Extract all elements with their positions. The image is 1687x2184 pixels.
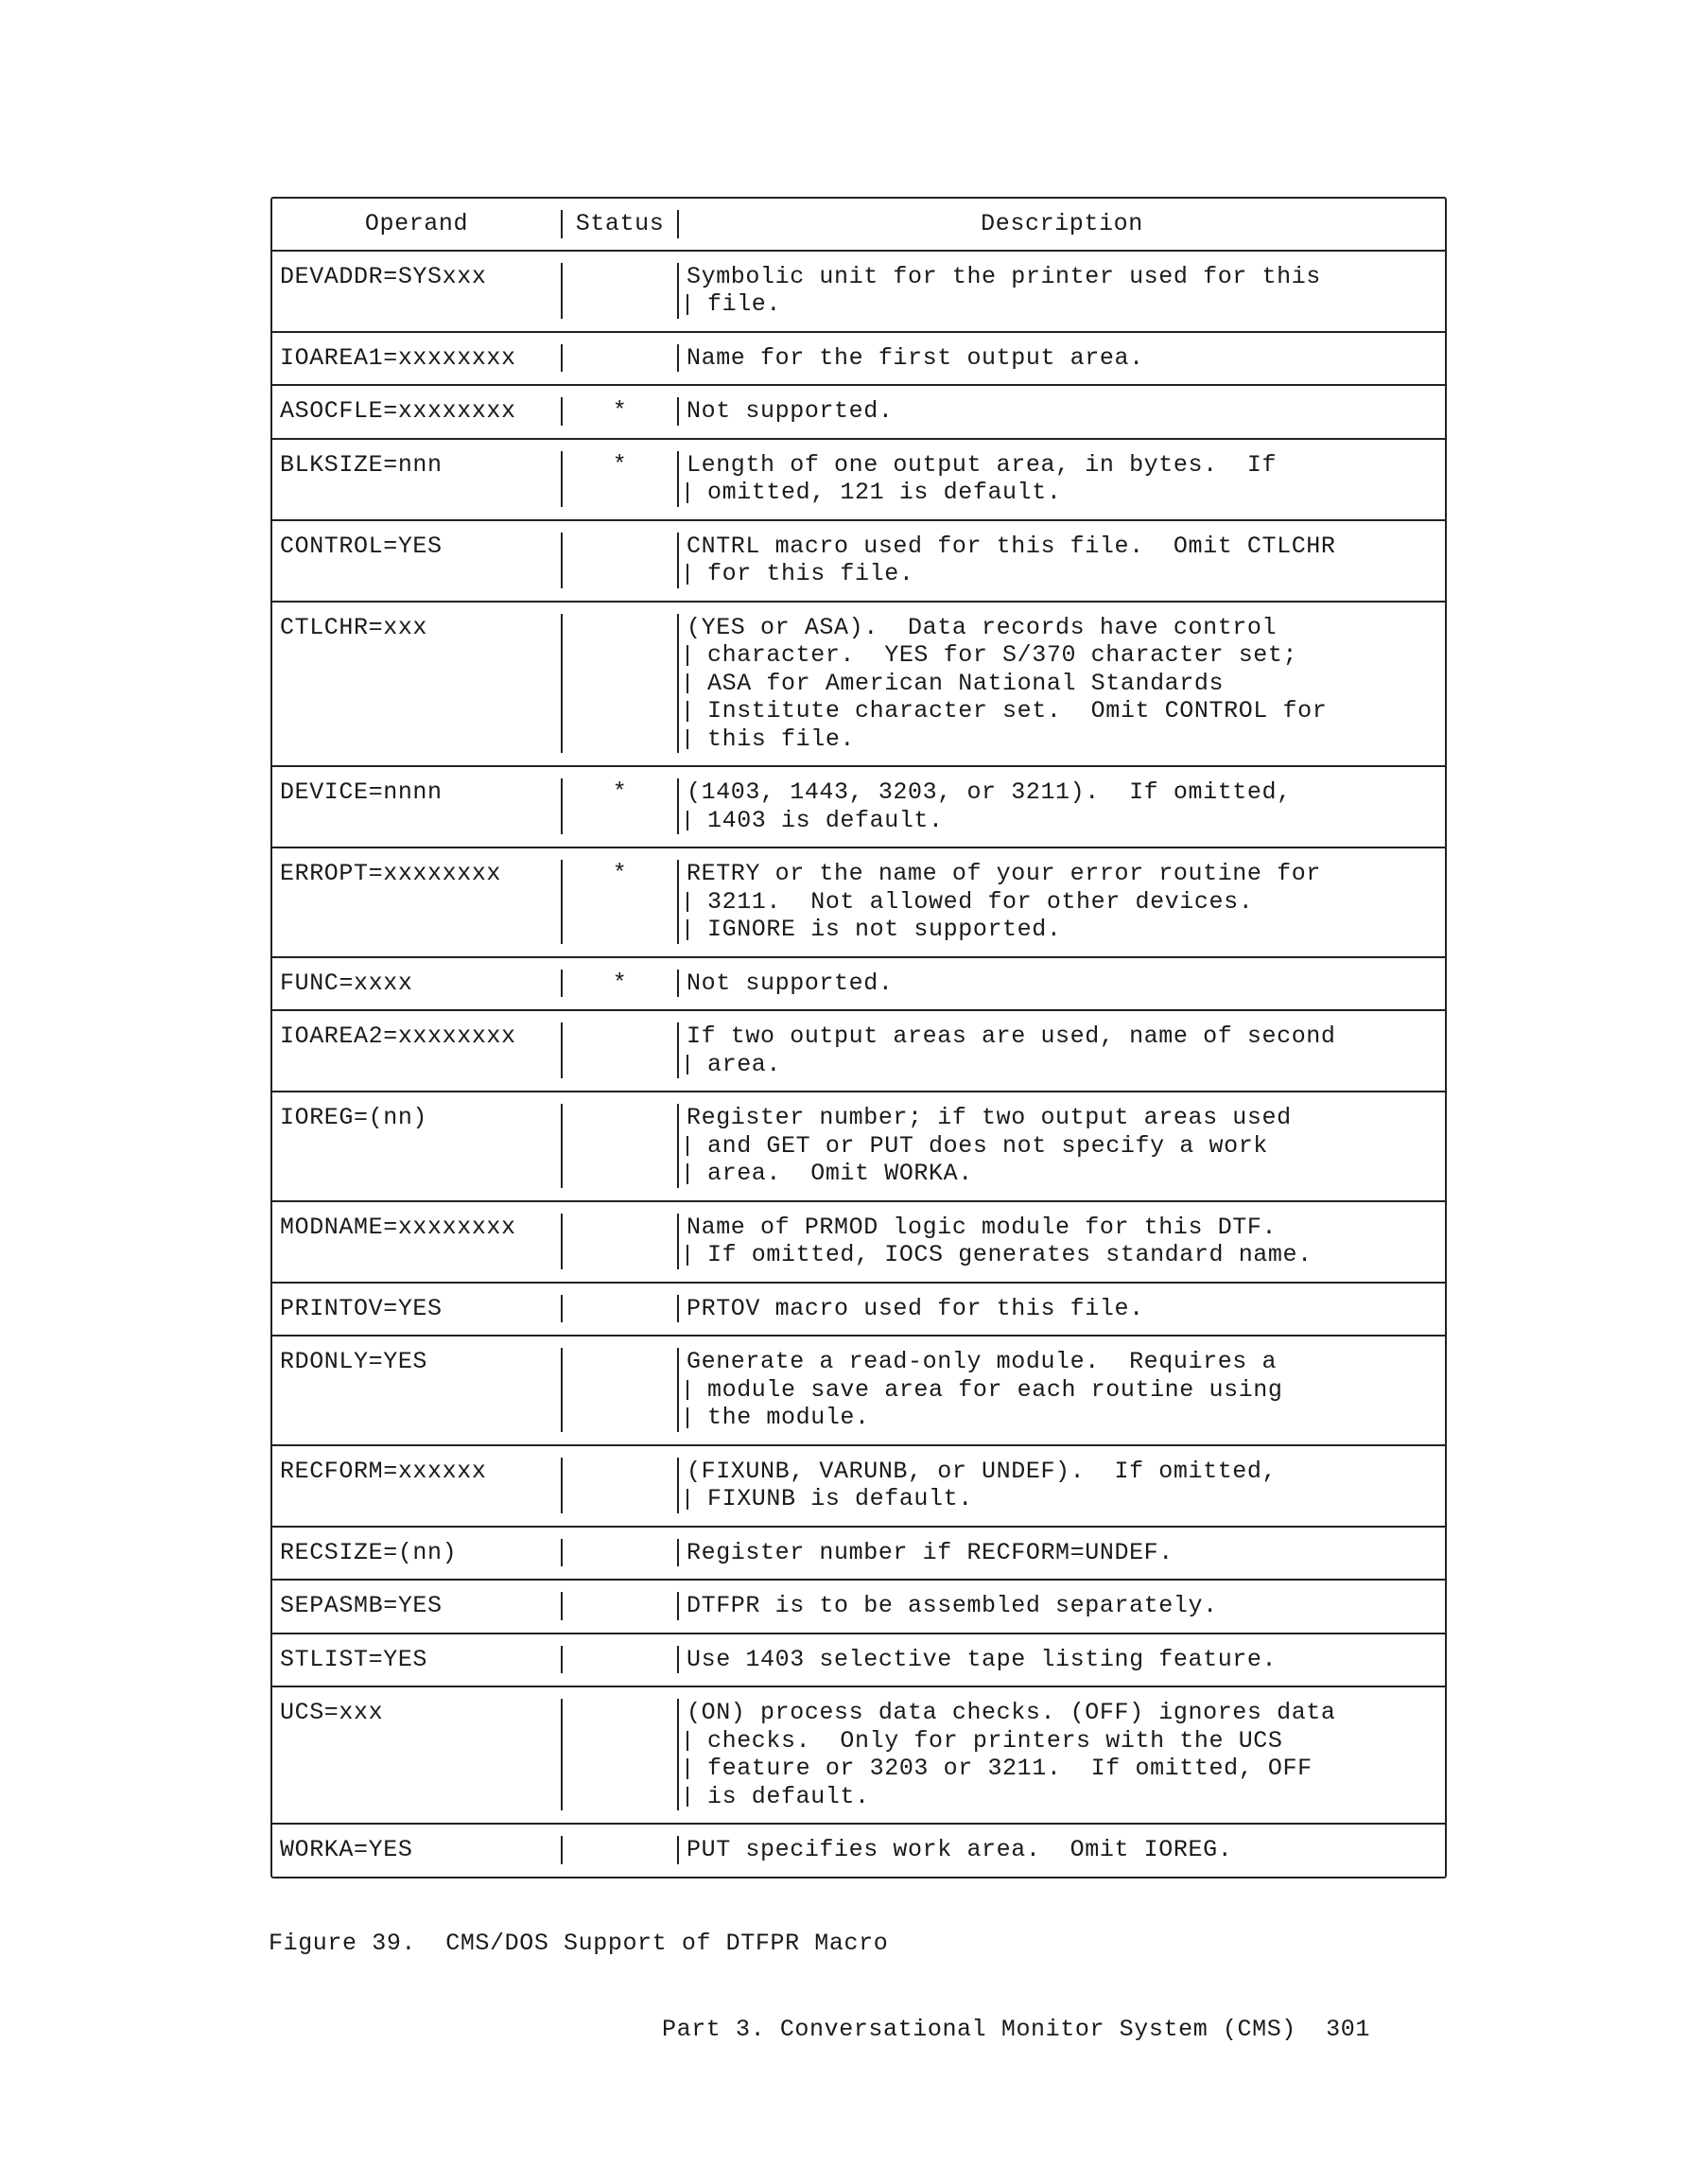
table-header-row [272, 199, 1445, 250]
description-cell [679, 1458, 1445, 1513]
status-cell [563, 1348, 679, 1432]
description-cell [679, 263, 1445, 319]
description-line: If two output areas are used, name of second [687, 1022, 1336, 1050]
operand-cell: UCS=xxx [272, 1699, 563, 1810]
header-operand: Operand [272, 210, 563, 238]
description-line: IGNORE is not supported. [687, 916, 1445, 944]
description-line: CNTRL macro used for this file. Omit CTLCHR [687, 532, 1336, 560]
operand-cell: RECFORM=xxxxxx [272, 1458, 563, 1513]
description-cell [679, 1592, 1445, 1620]
table-row [272, 1526, 1445, 1580]
description-cell [679, 778, 1445, 834]
operand-cell: FUNC=xxxx [272, 970, 563, 998]
description-line: If omitted, IOCS generates standard name. [687, 1241, 1445, 1269]
description-line: the module. [687, 1404, 1445, 1432]
description-line: Use 1403 selective tape listing feature. [687, 1645, 1278, 1673]
operand-cell: RDONLY=YES [272, 1348, 563, 1432]
status-cell [563, 1214, 679, 1269]
status-cell: * [563, 860, 679, 944]
table-row [272, 1686, 1445, 1823]
description-line: this file. [687, 725, 1445, 754]
operand-cell: ASOCFLE=xxxxxxxx [272, 397, 563, 426]
table-row [272, 1579, 1445, 1633]
description-line: Not supported. [687, 397, 894, 425]
table-row [272, 956, 1445, 1010]
status-cell [563, 344, 679, 373]
status-cell: * [563, 970, 679, 998]
page-footer: Part 3. Conversational Monitor System (CMS) 301 [662, 2016, 1370, 2043]
table-row [272, 847, 1445, 956]
status-cell [563, 1699, 679, 1810]
table-row [272, 250, 1445, 331]
description-line: Name for the first output area. [687, 343, 1144, 372]
description-cell [679, 1214, 1445, 1269]
description-line: PUT specifies work area. Omit IOREG. [687, 1836, 1233, 1863]
table-row [272, 331, 1445, 385]
status-cell [563, 1836, 679, 1864]
description-cell [679, 1646, 1445, 1674]
description-line: Generate a read-only module. Requires a [687, 1348, 1278, 1375]
description-line: is default. [687, 1783, 1445, 1811]
operand-cell: DEVADDR=SYSxxx [272, 263, 563, 319]
description-cell [679, 970, 1445, 998]
operand-cell: IOAREA1=xxxxxxxx [272, 344, 563, 373]
operand-table [270, 197, 1447, 1878]
description-line: area. Omit WORKA. [687, 1160, 1445, 1188]
description-line: (YES or ASA). Data records have control [687, 613, 1278, 641]
description-cell [679, 533, 1445, 588]
status-cell: * [563, 451, 679, 507]
operand-cell: WORKA=YES [272, 1836, 563, 1864]
operand-cell: RECSIZE=(nn) [272, 1539, 563, 1567]
operand-cell: BLKSIZE=nnn [272, 451, 563, 507]
description-cell [679, 1295, 1445, 1323]
table-row [272, 438, 1445, 519]
table-row [272, 384, 1445, 438]
description-line: checks. Only for printers with the UCS [687, 1727, 1445, 1756]
operand-cell: CONTROL=YES [272, 533, 563, 588]
table-row [272, 1335, 1445, 1444]
description-cell [679, 1836, 1445, 1864]
status-cell: * [563, 778, 679, 834]
table-row [272, 1091, 1445, 1200]
operand-cell: DEVICE=nnnn [272, 778, 563, 834]
description-line: FIXUNB is default. [687, 1485, 1445, 1513]
description-line: area. [687, 1051, 1445, 1079]
description-line: (FIXUNB, VARUNB, or UNDEF). If omitted, [687, 1457, 1278, 1485]
description-line: feature or 3203 or 3211. If omitted, OFF [687, 1755, 1445, 1783]
description-line: 1403 is default. [687, 807, 1445, 835]
description-cell [679, 451, 1445, 507]
status-cell [563, 1592, 679, 1620]
status-cell [563, 1022, 679, 1078]
description-line: Length of one output area, in bytes. If [687, 450, 1278, 479]
description-line: (1403, 1443, 3203, or 3211). If omitted, [687, 778, 1292, 806]
description-line: omitted, 121 is default. [687, 479, 1445, 507]
description-line: ASA for American National Standards [687, 670, 1445, 698]
table-row [272, 1282, 1445, 1336]
status-cell [563, 1458, 679, 1513]
table-row [272, 765, 1445, 847]
status-cell [563, 533, 679, 588]
operand-cell: MODNAME=xxxxxxxx [272, 1214, 563, 1269]
operand-cell: STLIST=YES [272, 1646, 563, 1674]
table-row [272, 1633, 1445, 1686]
status-cell [563, 263, 679, 319]
description-line: character. YES for S/370 character set; [687, 641, 1445, 670]
description-line: DTFPR is to be assembled separately. [687, 1592, 1218, 1619]
description-cell [679, 1104, 1445, 1188]
operand-cell: PRINTOV=YES [272, 1295, 563, 1323]
header-status: Status [563, 210, 679, 238]
description-line: Register number if RECFORM=UNDEF. [687, 1538, 1174, 1566]
description-line: Symbolic unit for the printer used for this [687, 262, 1321, 290]
table-row [272, 1444, 1445, 1526]
description-line: Institute character set. Omit CONTROL for [687, 697, 1445, 725]
operand-cell: CTLCHR=xxx [272, 614, 563, 754]
description-cell [679, 344, 1445, 373]
status-cell [563, 1104, 679, 1188]
description-cell [679, 860, 1445, 944]
status-cell: * [563, 397, 679, 426]
description-cell [679, 1699, 1445, 1810]
description-line: PRTOV macro used for this file. [687, 1294, 1144, 1322]
status-cell [563, 1295, 679, 1323]
description-line: RETRY or the name of your error routine for [687, 860, 1321, 887]
description-line: file. [687, 290, 1445, 319]
description-line: Register number; if two output areas used [687, 1104, 1292, 1131]
figure-caption: Figure 39. CMS/DOS Support of DTFPR Macro [269, 1930, 889, 1957]
description-cell [679, 614, 1445, 754]
table-row [272, 1823, 1445, 1877]
description-cell [679, 397, 1445, 426]
operand-cell: IOREG=(nn) [272, 1104, 563, 1188]
operand-cell: ERROPT=xxxxxxxx [272, 860, 563, 944]
description-cell [679, 1539, 1445, 1567]
description-cell [679, 1348, 1445, 1432]
description-line: module save area for each routine using [687, 1376, 1445, 1405]
description-cell [679, 1022, 1445, 1078]
header-description: Description [981, 210, 1143, 237]
description-line: Name of PRMOD logic module for this DTF. [687, 1213, 1278, 1241]
status-cell [563, 614, 679, 754]
status-cell [563, 1646, 679, 1674]
description-line: for this file. [687, 560, 1445, 588]
operand-cell: IOAREA2=xxxxxxxx [272, 1022, 563, 1078]
table-row [272, 1200, 1445, 1282]
description-line: and GET or PUT does not specify a work [687, 1132, 1445, 1161]
table-row [272, 601, 1445, 766]
description-line: (ON) process data checks. (OFF) ignores data [687, 1699, 1336, 1726]
table-row [272, 519, 1445, 601]
table-row [272, 1009, 1445, 1091]
operand-cell: SEPASMB=YES [272, 1592, 563, 1620]
description-line: Not supported. [687, 969, 894, 997]
status-cell [563, 1539, 679, 1567]
table-body [272, 250, 1445, 1877]
description-line: 3211. Not allowed for other devices. [687, 888, 1445, 917]
